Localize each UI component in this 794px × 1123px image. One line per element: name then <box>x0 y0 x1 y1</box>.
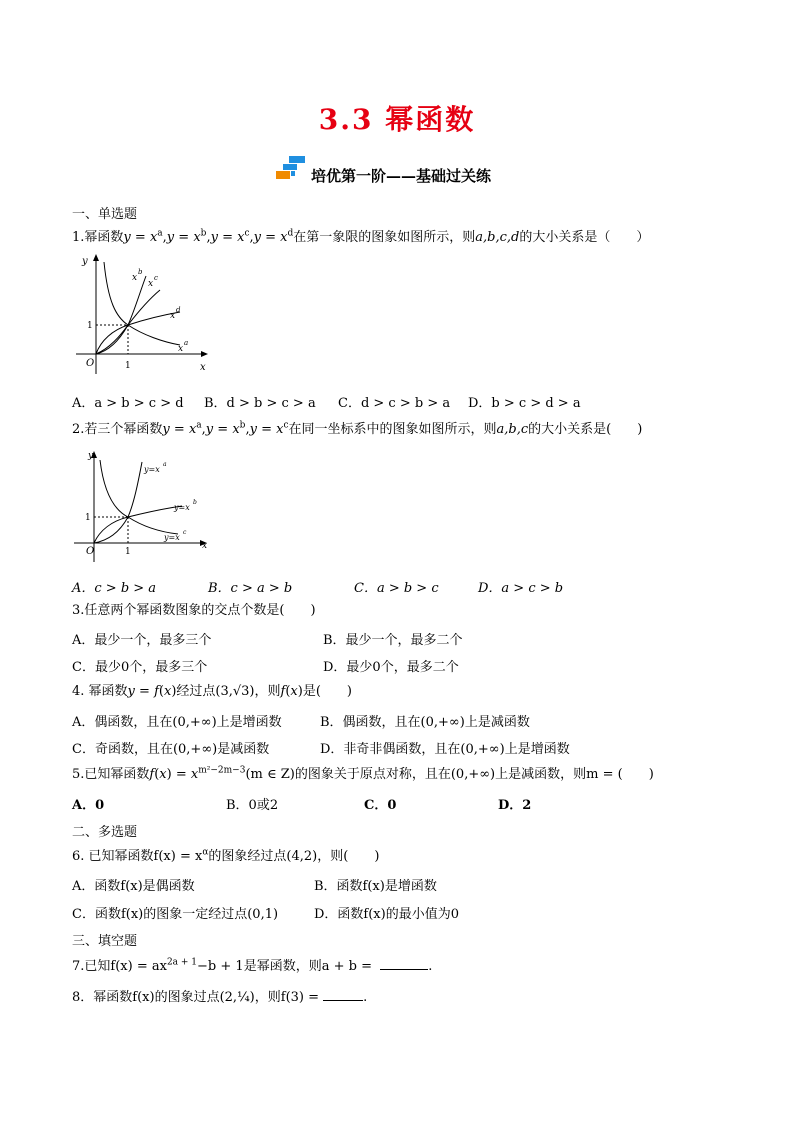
question-6-option-d[interactable]: D．函数f(x)的最小值为0 <box>314 907 459 922</box>
svg-text:y=x: y=x <box>164 533 180 542</box>
question-2-stem: 2.若三个幂函数$y = x^a,y = x^b,y = x^c$在同一坐标系中的图象如图所示，则a,b,c的大小关系是( ) <box>72 420 643 437</box>
svg-text:1: 1 <box>85 513 91 523</box>
section-heading-single-choice: 一、单选题 <box>72 207 138 222</box>
section-logo-icon <box>275 155 307 181</box>
svg-text:a: a <box>163 461 167 468</box>
question-5-option-b[interactable]: B．0或2 <box>226 798 279 813</box>
svg-text:c: c <box>154 274 158 282</box>
question-1-option-a[interactable]: A．a > b > c > d <box>72 396 184 411</box>
svg-text:x: x <box>132 273 138 283</box>
question-6-option-c[interactable]: C．函数f(x)的图象一定经过点(0,1) <box>72 907 279 922</box>
svg-text:y: y <box>82 256 88 267</box>
question-2-option-d[interactable]: D．a > c > b <box>478 581 564 596</box>
question-7-stem: 7.已知$f(x) = ax^{2a + 1}-b + 1$是幂函数，则a + b = . <box>72 957 433 974</box>
svg-text:x: x <box>200 362 206 373</box>
svg-text:O: O <box>86 358 95 369</box>
svg-text:y: y <box>88 451 94 461</box>
page-subtitle: 培优第一阶——基础过关练 <box>311 167 492 185</box>
question-4-option-a[interactable]: A．偶函数，且在(0,+∞)上是增函数 <box>72 715 282 730</box>
question-1-option-b[interactable]: B．d > b > c > a <box>204 396 316 411</box>
page-title: 3.3 幂函数 <box>318 103 476 136</box>
svg-text:x: x <box>170 311 176 321</box>
svg-text:O: O <box>86 546 95 557</box>
question-2-option-a[interactable]: A．c > b > a <box>72 581 157 596</box>
question-4-option-b[interactable]: B．偶函数，且在(0,+∞)上是减函数 <box>320 715 530 730</box>
svg-text:1: 1 <box>125 361 131 371</box>
svg-text:y=x: y=x <box>174 503 190 512</box>
question-8-answer-blank[interactable] <box>323 988 363 1001</box>
section-heading-fill-blank: 三、填空题 <box>72 934 138 949</box>
question-1-option-c[interactable]: C．d > c > b > a <box>338 396 451 411</box>
svg-text:b: b <box>138 268 143 276</box>
svg-text:x: x <box>202 541 208 551</box>
question-3-stem: 3.任意两个幂函数图象的交点个数是( ) <box>72 603 316 618</box>
question-8-stem: 8．幂函数f(x)的图象过点(2,¼)，则f(3) = . <box>72 990 368 1005</box>
question-5-stem: 5.已知幂函数$f(x) = x^{m^2-2m-3}(m$ ∈ Z)的图象关于原点对称，且在(0,+∞)上是减函数，则m = ( ) <box>72 765 654 782</box>
question-3-option-a[interactable]: A．最少一个，最多三个 <box>72 633 212 648</box>
question-6-option-b[interactable]: B．函数f(x)是增函数 <box>314 879 437 894</box>
svg-text:1: 1 <box>125 547 131 557</box>
question-2-graph <box>70 448 220 566</box>
svg-text:1: 1 <box>87 321 93 331</box>
svg-text:x: x <box>148 279 154 289</box>
question-5-option-c[interactable]: C．0 <box>364 798 397 813</box>
svg-text:d: d <box>176 306 181 314</box>
svg-text:c: c <box>183 529 187 536</box>
question-4-option-d[interactable]: D．非奇非偶函数，且在(0,+∞)上是增函数 <box>320 742 570 757</box>
section-heading-multi-choice: 二、多选题 <box>72 825 138 840</box>
question-2-option-c[interactable]: C．a > b > c <box>354 581 439 596</box>
svg-text:x: x <box>178 344 184 354</box>
svg-text:b: b <box>193 499 197 506</box>
question-3-option-c[interactable]: C．最少0个，最多三个 <box>72 660 208 675</box>
svg-text:a: a <box>184 339 189 347</box>
question-4-stem: 4. 幂函数y = f(x)经过点(3,√3)，则f(x)是( ) <box>72 684 352 699</box>
question-3-option-d[interactable]: D．最少0个，最多二个 <box>323 660 459 675</box>
question-5-option-d[interactable]: D．2 <box>498 798 532 813</box>
question-6-stem: 6. 已知幂函数$f(x) = x^\alpha$的图象经过点(4,2)，则( ) <box>72 847 380 864</box>
question-2-option-b[interactable]: B．c > a > b <box>208 581 293 596</box>
question-5-option-a[interactable]: A．0 <box>72 798 105 813</box>
question-1-stem: 1.幂函数$y = x^a,y = x^b,y = x^c,y = x^d$在第一象限的图象如图所示，则a,b,c,d的大小关系是（ ） <box>72 228 650 245</box>
question-1-option-d[interactable]: D．b > c > d > a <box>468 396 581 411</box>
svg-text:y=x: y=x <box>144 465 160 474</box>
question-4-option-c[interactable]: C．奇函数，且在(0,+∞)是减函数 <box>72 742 270 757</box>
question-6-option-a[interactable]: A．函数f(x)是偶函数 <box>72 879 195 894</box>
question-1-graph <box>68 252 218 387</box>
question-3-option-b[interactable]: B．最少一个，最多二个 <box>323 633 463 648</box>
question-7-answer-blank[interactable] <box>380 957 428 970</box>
